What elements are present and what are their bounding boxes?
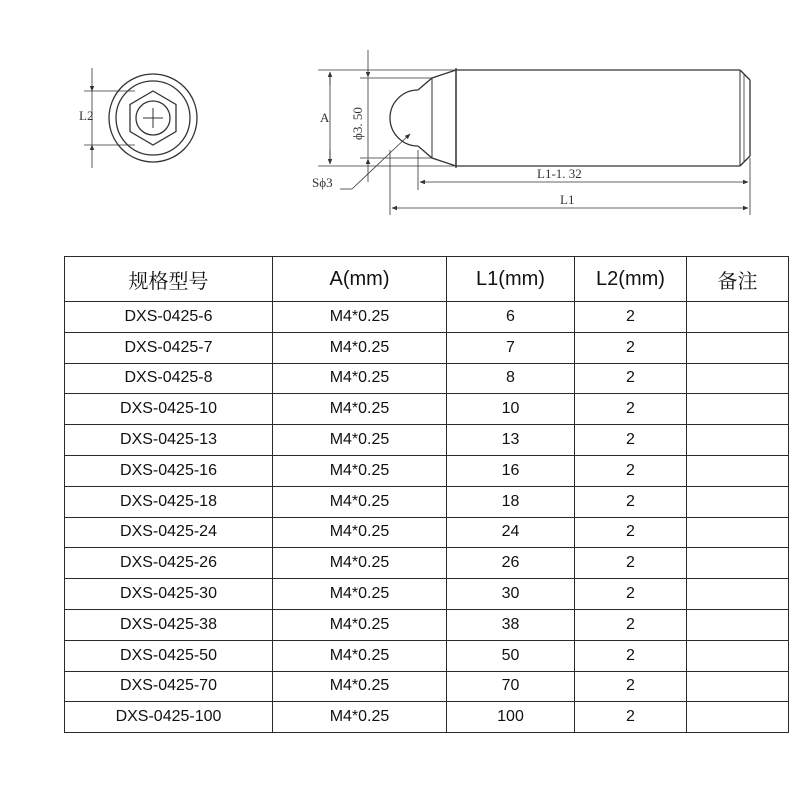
cell-a: M4*0.25 bbox=[273, 332, 447, 363]
table-row bbox=[65, 609, 789, 640]
cell-a: M4*0.25 bbox=[273, 579, 447, 610]
cell-model: DXS-0425-24 bbox=[65, 517, 273, 548]
header-l2: L2(mm) bbox=[575, 257, 687, 302]
header-row bbox=[65, 257, 789, 302]
cell-l2: 2 bbox=[575, 363, 687, 394]
cell-l2: 2 bbox=[575, 702, 687, 733]
cell-a: M4*0.25 bbox=[273, 609, 447, 640]
cell-remark bbox=[687, 609, 789, 640]
l2-label: L2 bbox=[79, 108, 94, 123]
cell-remark bbox=[687, 517, 789, 548]
cell-model: DXS-0425-30 bbox=[65, 579, 273, 610]
cell-a: M4*0.25 bbox=[273, 302, 447, 333]
cell-model: DXS-0425-7 bbox=[65, 332, 273, 363]
cell-l2: 2 bbox=[575, 332, 687, 363]
side-view bbox=[390, 68, 750, 168]
technical-drawing bbox=[0, 0, 800, 240]
cell-l2: 2 bbox=[575, 579, 687, 610]
cell-model: DXS-0425-13 bbox=[65, 425, 273, 456]
cell-l1: 7 bbox=[447, 332, 575, 363]
cell-remark bbox=[687, 302, 789, 333]
cell-remark bbox=[687, 548, 789, 579]
table-row bbox=[65, 332, 789, 363]
table-row bbox=[65, 579, 789, 610]
cell-a: M4*0.25 bbox=[273, 363, 447, 394]
cell-model: DXS-0425-38 bbox=[65, 609, 273, 640]
cell-a: M4*0.25 bbox=[273, 425, 447, 456]
cell-l1: 30 bbox=[447, 579, 575, 610]
cell-l1: 16 bbox=[447, 455, 575, 486]
cell-model: DXS-0425-26 bbox=[65, 548, 273, 579]
cell-l2: 2 bbox=[575, 671, 687, 702]
cell-remark bbox=[687, 394, 789, 425]
end-view bbox=[84, 68, 197, 168]
cell-model: DXS-0425-16 bbox=[65, 455, 273, 486]
cell-remark bbox=[687, 702, 789, 733]
cell-a: M4*0.25 bbox=[273, 455, 447, 486]
cell-remark bbox=[687, 455, 789, 486]
cell-l1: 26 bbox=[447, 548, 575, 579]
cell-l1: 100 bbox=[447, 702, 575, 733]
table-row bbox=[65, 302, 789, 333]
cell-remark bbox=[687, 332, 789, 363]
cell-a: M4*0.25 bbox=[273, 548, 447, 579]
table-row bbox=[65, 455, 789, 486]
cell-model: DXS-0425-8 bbox=[65, 363, 273, 394]
header-a: A(mm) bbox=[273, 257, 447, 302]
s-phi3-label: Sϕ3 bbox=[312, 175, 333, 190]
cell-model: DXS-0425-18 bbox=[65, 486, 273, 517]
cell-l1: 13 bbox=[447, 425, 575, 456]
cell-remark bbox=[687, 671, 789, 702]
cell-model: DXS-0425-6 bbox=[65, 302, 273, 333]
table-row bbox=[65, 517, 789, 548]
table-row bbox=[65, 425, 789, 456]
table-row bbox=[65, 363, 789, 394]
cell-l1: 24 bbox=[447, 517, 575, 548]
cell-a: M4*0.25 bbox=[273, 394, 447, 425]
l1-minus-label: L1-1. 32 bbox=[537, 166, 582, 181]
table-row bbox=[65, 702, 789, 733]
cell-remark bbox=[687, 486, 789, 517]
cell-l2: 2 bbox=[575, 425, 687, 456]
table-row bbox=[65, 640, 789, 671]
cell-remark bbox=[687, 640, 789, 671]
cell-l1: 70 bbox=[447, 671, 575, 702]
header-remark: 备注 bbox=[687, 257, 789, 302]
table-row bbox=[65, 394, 789, 425]
cell-l2: 2 bbox=[575, 486, 687, 517]
table-row bbox=[65, 671, 789, 702]
cell-l1: 8 bbox=[447, 363, 575, 394]
cell-a: M4*0.25 bbox=[273, 702, 447, 733]
cell-remark bbox=[687, 425, 789, 456]
cell-a: M4*0.25 bbox=[273, 486, 447, 517]
cell-model: DXS-0425-100 bbox=[65, 702, 273, 733]
cell-l2: 2 bbox=[575, 517, 687, 548]
cell-remark bbox=[687, 579, 789, 610]
cell-l1: 18 bbox=[447, 486, 575, 517]
l1-label: L1 bbox=[560, 192, 575, 207]
phi-350-label: ϕ3. 50 bbox=[350, 107, 365, 140]
cell-a: M4*0.25 bbox=[273, 640, 447, 671]
a-label: A bbox=[320, 110, 330, 125]
cell-l2: 2 bbox=[575, 640, 687, 671]
header-l1: L1(mm) bbox=[447, 257, 575, 302]
cell-l2: 2 bbox=[575, 394, 687, 425]
cell-l1: 50 bbox=[447, 640, 575, 671]
cell-l1: 38 bbox=[447, 609, 575, 640]
cell-model: DXS-0425-10 bbox=[65, 394, 273, 425]
cell-model: DXS-0425-70 bbox=[65, 671, 273, 702]
header-model: 规格型号 bbox=[65, 257, 273, 302]
cell-model: DXS-0425-50 bbox=[65, 640, 273, 671]
cell-a: M4*0.25 bbox=[273, 517, 447, 548]
table-row bbox=[65, 486, 789, 517]
cell-a: M4*0.25 bbox=[273, 671, 447, 702]
table-row bbox=[65, 548, 789, 579]
cell-l2: 2 bbox=[575, 302, 687, 333]
cell-l2: 2 bbox=[575, 609, 687, 640]
cell-l2: 2 bbox=[575, 548, 687, 579]
cell-l2: 2 bbox=[575, 455, 687, 486]
cell-l1: 10 bbox=[447, 394, 575, 425]
spec-table bbox=[64, 256, 789, 733]
cell-l1: 6 bbox=[447, 302, 575, 333]
cell-remark bbox=[687, 363, 789, 394]
